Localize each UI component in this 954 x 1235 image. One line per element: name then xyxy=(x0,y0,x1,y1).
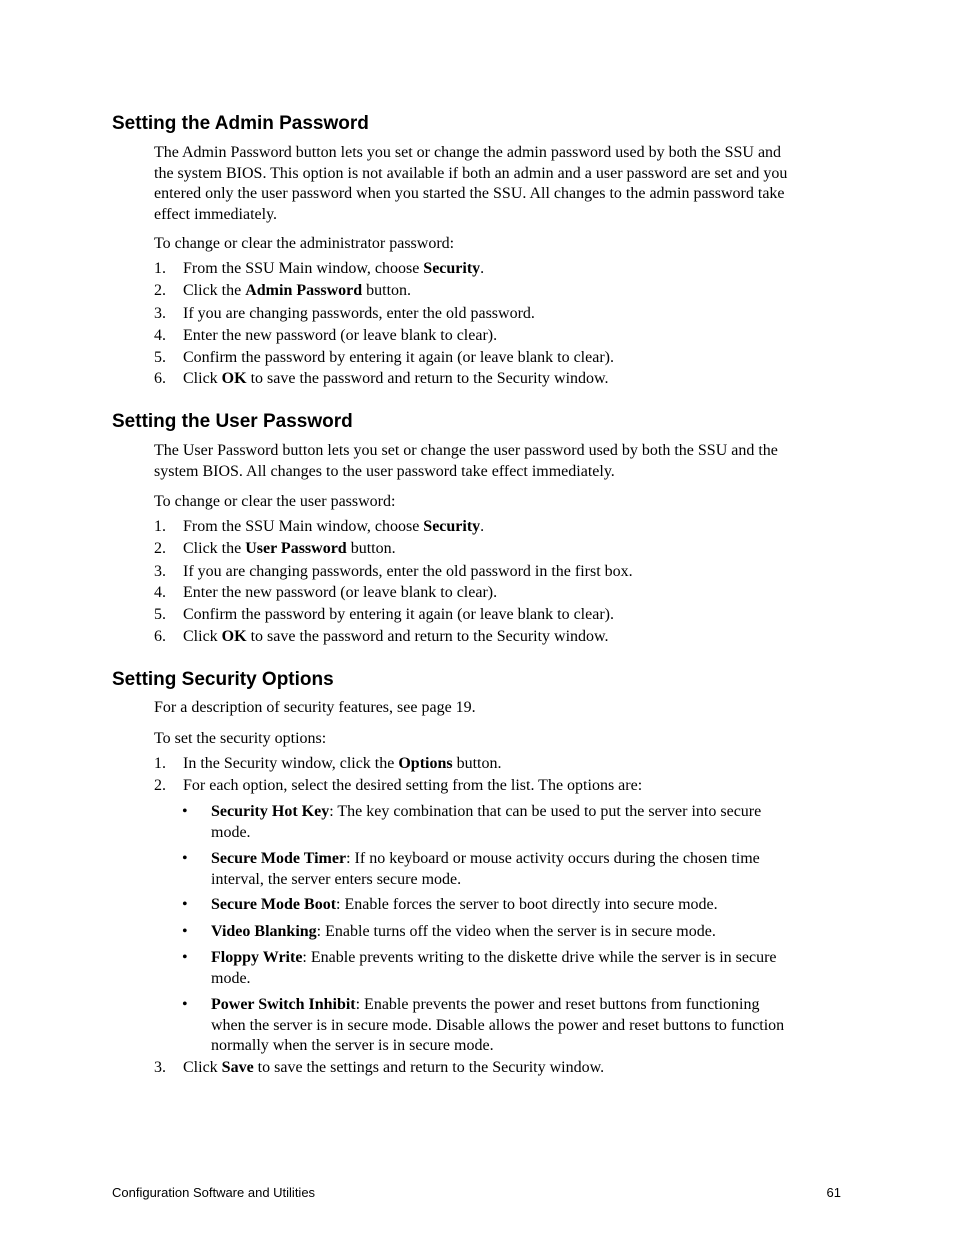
step-number: 5. xyxy=(154,349,166,366)
step-number: 4. xyxy=(154,584,166,601)
option-text: when the server is in secure mode. Disable allows the power and reset buttons to function xyxy=(211,1016,785,1034)
text-line: entered only the user password when you started the SSU. All changes to the admin password take xyxy=(154,185,785,202)
step-text: Confirm the password by entering it again (or leave blank to clear). xyxy=(183,349,614,366)
option-text: mode. xyxy=(211,823,251,841)
step-number: 4. xyxy=(154,327,166,344)
step-number: 3. xyxy=(154,563,166,580)
step-text: Enter the new password (or leave blank to clear). xyxy=(183,327,498,344)
option-term: Secure Mode Boot xyxy=(211,896,337,913)
option-text: normally when the server is in secure mode. xyxy=(211,1037,494,1054)
option-text: : Enable prevents writing to the diskette drive while the server is in secure xyxy=(302,949,777,966)
step-text: If you are changing passwords, enter the old password. xyxy=(183,305,535,322)
option-text: mode. xyxy=(211,969,251,987)
option-text: : Enable forces the server to boot directly into secure mode. xyxy=(336,896,718,913)
step-text: to save the password and return to the Security window. xyxy=(246,370,609,387)
step-text: In the Security window, click the xyxy=(183,755,399,772)
security-intro-text: For a description of security features, see page 19. xyxy=(154,699,476,716)
text-line: system BIOS. All changes to the user password take effect immediately. xyxy=(154,462,615,480)
bullet-glyph: • xyxy=(182,996,188,1013)
option-text: : Enable turns off the video when the server is in secure mode. xyxy=(316,923,716,940)
step-text: For each option, select the desired setting from the list. The options are: xyxy=(183,777,643,794)
step-text: to save the settings and return to the Security window. xyxy=(253,1059,605,1076)
option-text: : Enable prevents the power and reset buttons from functioning xyxy=(355,996,760,1013)
option-term: Security Hot Key xyxy=(211,803,330,820)
step-text: Click xyxy=(183,628,222,645)
step-bold-text: OK xyxy=(221,370,247,387)
step-text: From the SSU Main window, choose xyxy=(183,260,424,277)
step-text: Click xyxy=(183,1059,222,1076)
step-bold-text: OK xyxy=(221,628,247,645)
bullet-glyph: • xyxy=(182,949,188,966)
step-text: If you are changing passwords, enter the old password in the first box. xyxy=(183,563,633,580)
step-number: 1. xyxy=(154,755,166,772)
option-text: : If no keyboard or mouse activity occurs during the chosen time xyxy=(346,850,760,867)
step-text: button. xyxy=(346,540,396,557)
step-bold-text: Save xyxy=(221,1059,254,1076)
admin-lead-text: To change or clear the administrator password: xyxy=(154,235,455,252)
text-line: The User Password button lets you set or change the user password used by both the SSU and the xyxy=(154,442,778,459)
step-number: 6. xyxy=(154,628,166,645)
step-text: Click the xyxy=(183,540,246,557)
step-number: 3. xyxy=(154,305,166,322)
page-number: 61 xyxy=(826,1185,841,1200)
step-text: button. xyxy=(452,755,502,772)
step-text: Click xyxy=(183,370,222,387)
step-bold-text: Security xyxy=(423,518,481,535)
option-term: Power Switch Inhibit xyxy=(211,996,356,1013)
heading-security-options: Setting Security Options xyxy=(112,669,334,690)
option-term: Secure Mode Timer xyxy=(211,850,347,867)
security-lead-text: To set the security options: xyxy=(154,730,327,747)
text-line: the system BIOS. This option is not available if both an admin and a user password are set and you xyxy=(154,164,788,182)
step-number: 2. xyxy=(154,540,166,557)
bullet-glyph: • xyxy=(182,923,188,940)
step-number: 1. xyxy=(154,518,166,535)
step-text: . xyxy=(480,260,485,277)
step-number: 1. xyxy=(154,260,166,277)
step-text: button. xyxy=(362,282,412,299)
bullet-glyph: • xyxy=(182,803,188,820)
step-bold-text: Options xyxy=(398,755,453,772)
step-text: Confirm the password by entering it again (or leave blank to clear). xyxy=(183,606,614,623)
step-bold-text: Security xyxy=(423,260,481,277)
user-intro-paragraph xyxy=(154,441,844,482)
option-text: : The key combination that can be used to put the server into secure xyxy=(329,803,762,820)
text-line: effect immediately. xyxy=(154,205,278,223)
bullet-glyph: • xyxy=(182,850,188,867)
option-term: Video Blanking xyxy=(211,923,317,940)
option-text: interval, the server enters secure mode. xyxy=(211,870,462,888)
bullet-glyph: • xyxy=(182,896,188,913)
step-text: . xyxy=(480,518,485,535)
step-number: 2. xyxy=(154,777,166,794)
heading-admin-password: Setting the Admin Password xyxy=(112,113,369,134)
footer-title: Configuration Software and Utilities xyxy=(112,1185,316,1200)
step-number: 5. xyxy=(154,606,166,623)
step-text: From the SSU Main window, choose xyxy=(183,518,424,535)
step-number: 6. xyxy=(154,370,166,387)
step-text: to save the password and return to the Security window. xyxy=(246,628,609,645)
admin-intro-paragraph xyxy=(154,143,844,225)
step-number: 2. xyxy=(154,282,166,299)
step-text: Enter the new password (or leave blank to clear). xyxy=(183,584,498,601)
user-lead-text: To change or clear the user password: xyxy=(154,493,396,510)
text-line: The Admin Password button lets you set or change the admin password used by both the SSU and xyxy=(154,144,782,161)
step-bold-text: Admin Password xyxy=(245,282,363,299)
heading-user-password: Setting the User Password xyxy=(112,411,353,432)
step-number: 3. xyxy=(154,1059,166,1076)
option-term: Floppy Write xyxy=(211,949,303,966)
step-text: Click the xyxy=(183,282,246,299)
step-bold-text: User Password xyxy=(245,540,347,557)
